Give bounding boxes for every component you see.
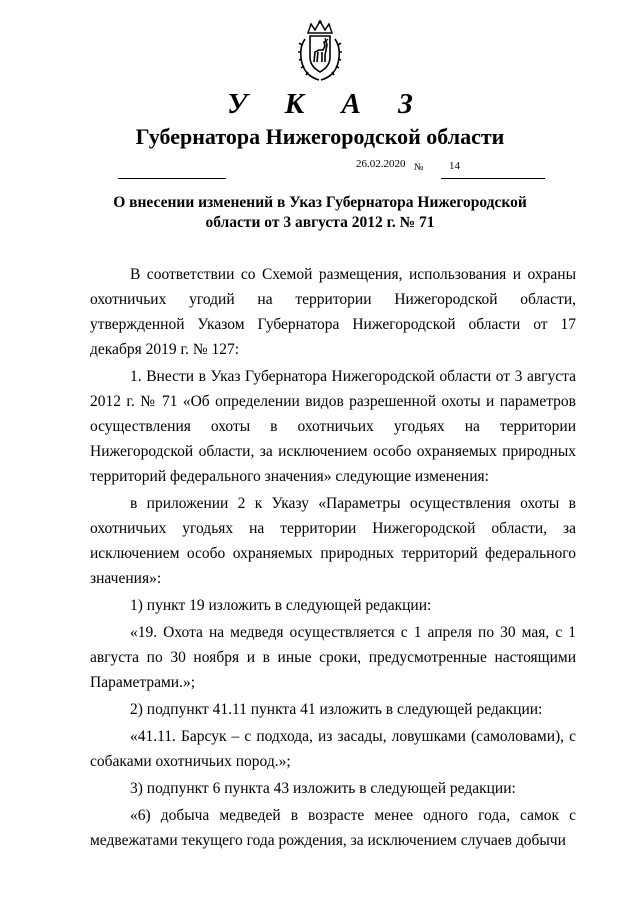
body-paragraph: 3) подпункт 6 пункта 43 изложить в следующей редакции: xyxy=(130,780,516,797)
body-paragraph: В соответствии со Схемой размещения, использования и охраны охотничьих угодий на территории Нижегородской области, утвержденной Указом Губернатора Нижегородской области от 17 декабря 2019 г. № 127: xyxy=(90,266,576,358)
date-underline xyxy=(118,178,226,179)
document-date: 26.02.2020 xyxy=(356,158,406,170)
document-number: 14 xyxy=(449,160,460,172)
number-sign: № xyxy=(414,162,424,173)
body-paragraph: в приложении 2 к Указу «Параметры осуществления охоты в охотничьих угодьях на территории Нижегородской области, за исключением особо охраняемых природных территорий федерального значения»: xyxy=(90,495,576,587)
body-paragraph: 1) пункт 19 изложить в следующей редакции: xyxy=(130,597,432,614)
body-paragraph: 2) подпункт 41.11 пункта 41 изложить в следующей редакции: xyxy=(130,701,543,718)
document-type-heading: У К А З xyxy=(227,88,428,120)
document-body xyxy=(90,262,576,853)
body-paragraph: 1. Внести в Указ Губернатора Нижегородской области от 3 августа 2012 г. № 71 «Об определении видов разрешенной охоты и параметров осуществления охоты в охотничьих угодьях на территории Нижегородской области, за исключением особо охраняемых природных территорий федерального значения» следующие изменения: xyxy=(90,368,576,485)
number-underline xyxy=(441,178,545,179)
coat-of-arms-icon xyxy=(297,19,343,83)
body-paragraph: «41.11. Барсук – с подхода, из засады, ловушками (самоловами), с собаками охотничьих пород.»; xyxy=(90,728,576,770)
issuer-heading: Губернатора Нижегородской области xyxy=(135,124,505,149)
title-line-2: области от 3 августа 2012 г. № 71 xyxy=(205,214,435,231)
title-line-1: О внесении изменений в Указ Губернатора Нижегородской xyxy=(113,194,527,211)
document-title xyxy=(0,193,640,233)
body-paragraph: «6) добыча медведей в возрасте менее одного года, самок с медвежатами текущего года рождения, за исключением случаев добычи xyxy=(90,807,576,849)
body-paragraph: «19. Охота на медведя осуществляется с 1 апреля по 30 мая, с 1 августа по 30 ноября и в иные сроки, предусмотренные настоящими Параметрами.»; xyxy=(90,624,576,691)
emblem-graphic xyxy=(297,19,343,83)
